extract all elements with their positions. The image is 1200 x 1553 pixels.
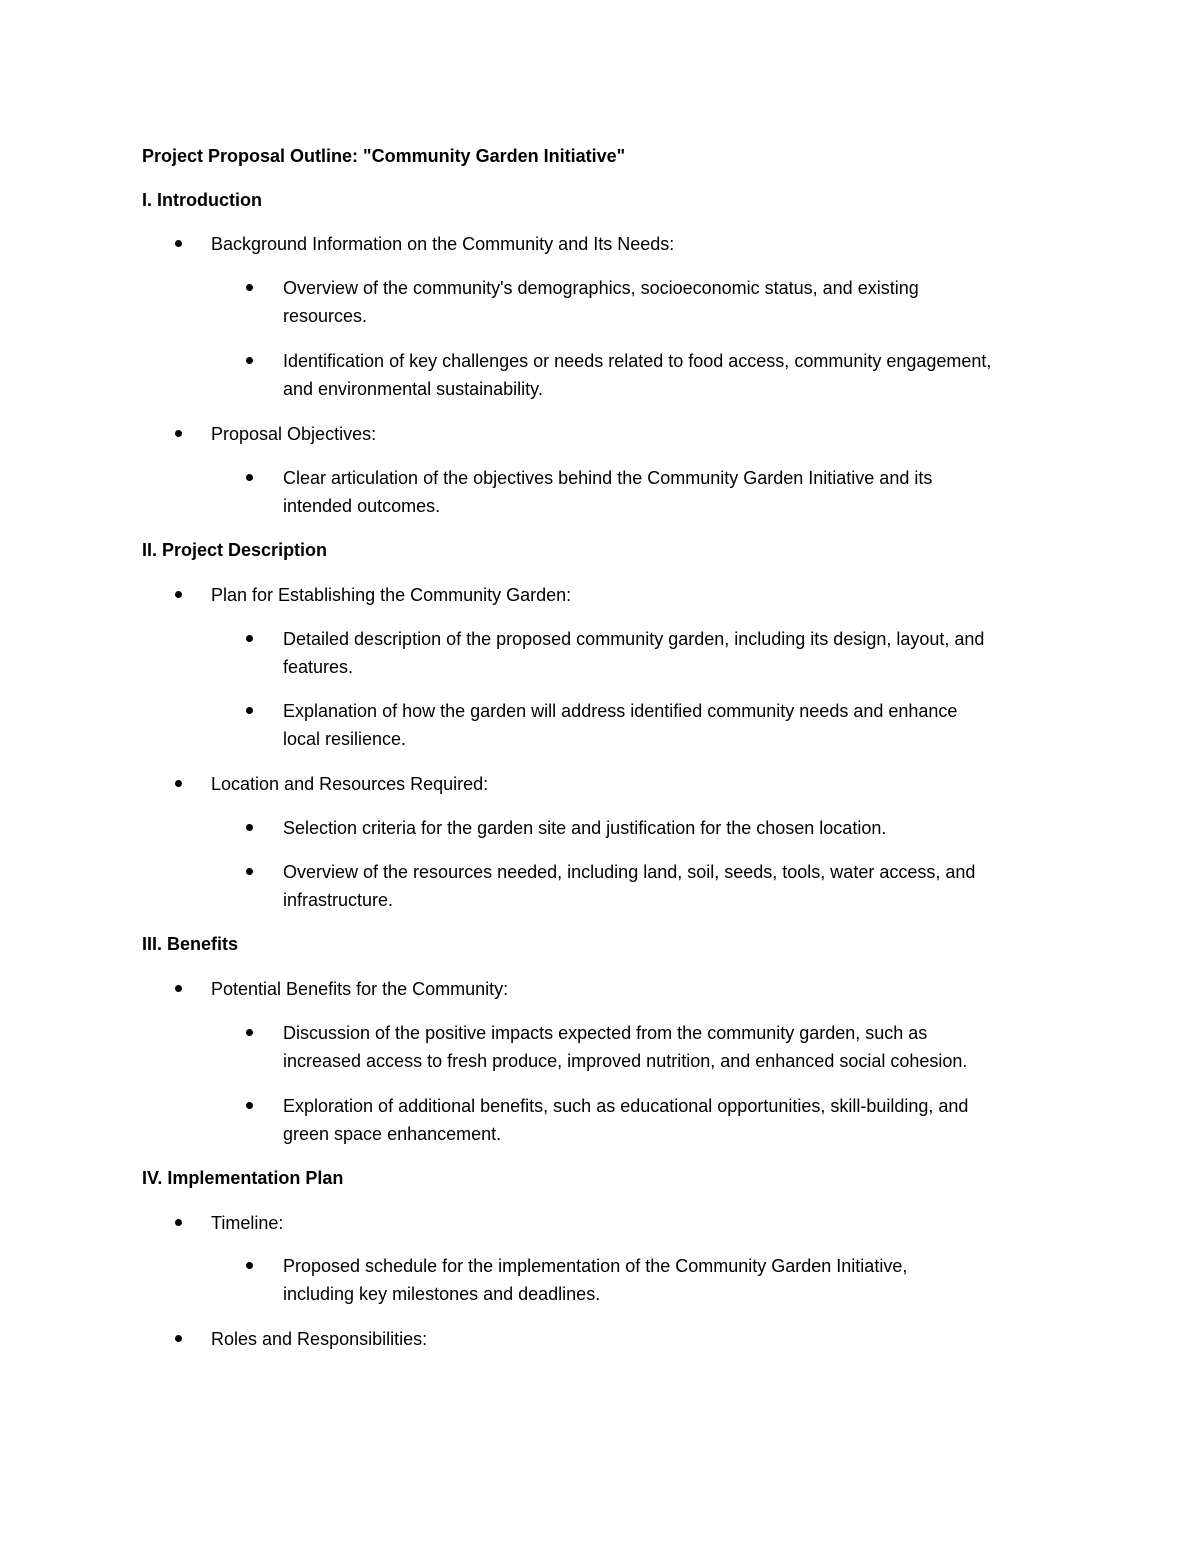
sub-list-item: Identification of key challenges or needs related to food access, community engagement, (283, 351, 992, 371)
section-heading: IV. Implementation Plan (142, 1168, 344, 1188)
sub-list-item: Overview of the resources needed, including land, soil, seeds, tools, water access, and (283, 862, 976, 882)
list-item: Potential Benefits for the Community: (211, 979, 509, 999)
sub-list-item: Clear articulation of the objectives behind the Community Garden Initiative and its (283, 468, 933, 488)
bullet-icon (246, 474, 253, 481)
bullet-icon (175, 1335, 182, 1342)
section-heading: I. Introduction (142, 190, 262, 210)
sub-list-item-continuation: infrastructure. (283, 890, 394, 910)
list-item: Timeline: (211, 1213, 284, 1233)
sub-list-item: Proposed schedule for the implementation of the Community Garden Initiative, (283, 1256, 908, 1276)
bullet-icon (175, 780, 182, 787)
sub-list-item: Explanation of how the garden will address identified community needs and enhance (283, 701, 958, 721)
bullet-icon (246, 635, 253, 642)
section-heading: II. Project Description (142, 540, 328, 560)
sub-list-item-continuation: intended outcomes. (283, 496, 441, 516)
bullet-icon (175, 240, 182, 247)
bullet-icon (246, 284, 253, 291)
bullet-icon (246, 1102, 253, 1109)
document-title: Project Proposal Outline: "Community Garden Initiative" (142, 146, 626, 166)
sub-list-item: Overview of the community's demographics, socioeconomic status, and existing (283, 278, 919, 298)
sub-list-item-continuation: including key milestones and deadlines. (283, 1284, 601, 1304)
list-item: Location and Resources Required: (211, 774, 489, 794)
bullet-icon (246, 868, 253, 875)
list-item: Proposal Objectives: (211, 424, 377, 444)
bullet-icon (246, 707, 253, 714)
list-item: Roles and Responsibilities: (211, 1329, 428, 1349)
sub-list-item-continuation: local resilience. (283, 729, 407, 749)
list-item: Plan for Establishing the Community Garden: (211, 585, 572, 605)
bullet-icon (246, 824, 253, 831)
sub-list-item: Detailed description of the proposed community garden, including its design, layout, and (283, 629, 985, 649)
sub-list-item: Discussion of the positive impacts expected from the community garden, such as (283, 1023, 928, 1043)
list-item: Background Information on the Community and Its Needs: (211, 234, 675, 254)
section-heading: III. Benefits (142, 934, 239, 954)
sub-list-item-continuation: resources. (283, 306, 368, 326)
sub-list-item-continuation: increased access to fresh produce, improved nutrition, and enhanced social cohesion. (283, 1051, 968, 1071)
bullet-icon (246, 357, 253, 364)
bullet-icon (246, 1262, 253, 1269)
bullet-icon (175, 430, 182, 437)
bullet-icon (246, 1029, 253, 1036)
bullet-icon (175, 591, 182, 598)
sub-list-item: Selection criteria for the garden site and justification for the chosen location. (283, 818, 887, 838)
sub-list-item-continuation: and environmental sustainability. (283, 379, 543, 399)
bullet-icon (175, 1219, 182, 1226)
bullet-icon (175, 985, 182, 992)
sub-list-item-continuation: features. (283, 657, 354, 677)
sub-list-item: Exploration of additional benefits, such as educational opportunities, skill-building, and (283, 1096, 969, 1116)
sub-list-item-continuation: green space enhancement. (283, 1124, 502, 1144)
